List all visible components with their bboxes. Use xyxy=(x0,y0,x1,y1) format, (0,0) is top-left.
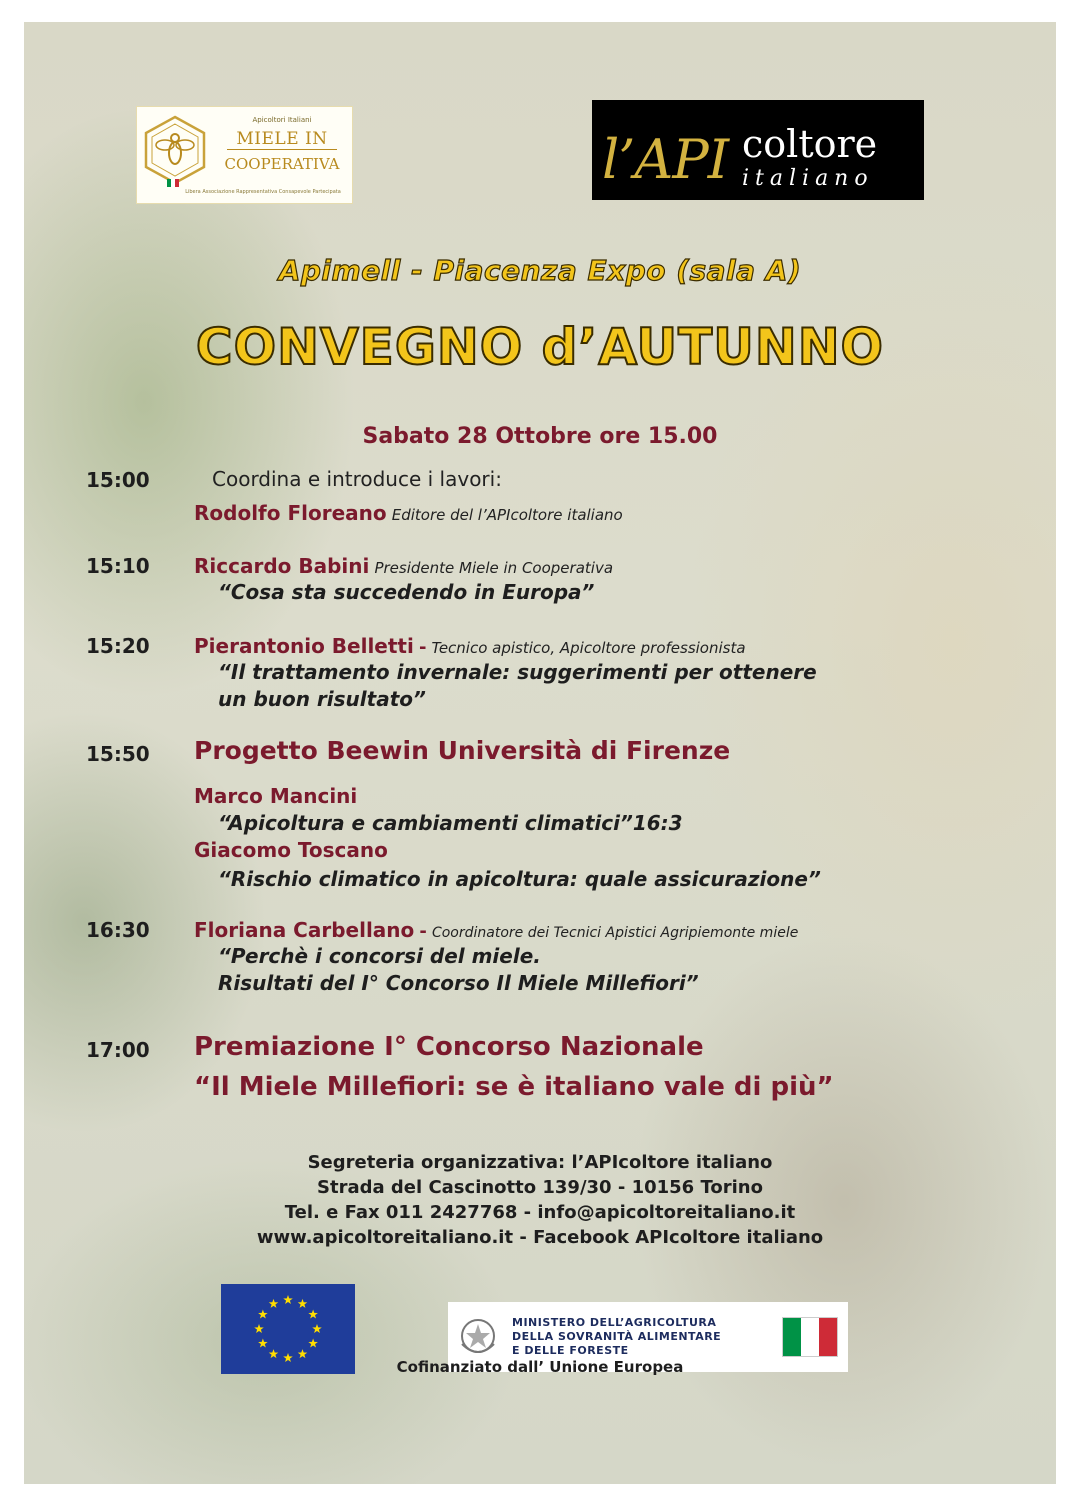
eu-star-icon xyxy=(258,1310,268,1319)
time-1520: 15:20 xyxy=(86,634,150,658)
italian-emblem-icon xyxy=(456,1314,500,1360)
apicoltore-italiano-logo xyxy=(592,100,924,200)
speaker-separator: - xyxy=(419,921,427,942)
eu-star-icon xyxy=(298,1349,308,1358)
session-5-speaker xyxy=(194,918,798,942)
eu-star-icon xyxy=(308,1310,318,1319)
contact-web: www.apicoltoreitaliano.it - Facebook APIcoltore italiano xyxy=(256,1227,824,1248)
ministero-line2: DELLA SOVRANITÀ ALIMENTARE xyxy=(512,1330,722,1343)
miele-logo-top-text: Apicoltori Italiani xyxy=(252,116,312,124)
session-1-intro xyxy=(212,467,502,491)
session-3-talk-title-line2: un buon risultato” xyxy=(218,687,426,711)
session-2-talk-title: “Cosa sta succedendo in Europa” xyxy=(218,580,595,604)
speaker-name: Rodolfo Floreano xyxy=(194,501,387,525)
award-subtitle: “Il Miele Millefiori: se è italiano vale di più” xyxy=(194,1072,834,1102)
time-1510: 15:10 xyxy=(86,554,150,578)
eu-star-icon xyxy=(298,1299,308,1308)
session-3-talk-title-line1: “Il trattamento invernale: suggerimenti per ottenere xyxy=(218,660,817,684)
contact-phone-email: Tel. e Fax 011 2427768 - info@apicoltoreitaliano.it xyxy=(284,1202,796,1223)
eu-star-icon xyxy=(269,1349,279,1358)
api-logo-part2: coltore xyxy=(742,122,878,166)
time-1700: 17:00 xyxy=(86,1038,150,1062)
time-1630: 16:30 xyxy=(86,918,150,942)
eu-star-icon xyxy=(283,1295,293,1304)
poster xyxy=(24,22,1056,1484)
session-5-talk-title-line2: Risultati del I° Concorso Il Miele Millefiori” xyxy=(218,971,699,995)
session-4-title: Progetto Beewin Università di Firenze xyxy=(194,736,731,765)
contact-info xyxy=(24,1150,1056,1250)
eu-star-icon xyxy=(269,1299,279,1308)
session-4-speaker-1: Marco Mancini xyxy=(194,784,358,808)
session-3-speaker xyxy=(194,634,746,658)
miele-logo-tagline: Libera Associazione Rappresentativa Consapevole Partecipata xyxy=(185,189,341,195)
speaker-separator: - xyxy=(418,637,427,658)
page-title: CONVEGNO d’AUTUNNO xyxy=(195,318,885,376)
session-4-talk-title-1: “Apicoltura e cambiamenti climatici”16:3 xyxy=(218,811,683,835)
speaker-role: Tecnico apistico, Apicoltore professionista xyxy=(431,639,746,657)
award-title: Premiazione I° Concorso Nazionale xyxy=(194,1032,704,1062)
session-4-talk-title-2: “Rischio climatico in apicoltura: quale assicurazione” xyxy=(218,867,821,891)
eu-star-icon xyxy=(258,1339,268,1348)
speaker-name: Floriana Carbellano xyxy=(194,918,415,942)
session-1-intro-text: Coordina e introduce i lavori: xyxy=(212,467,502,491)
ministero-line1: MINISTERO DELL’AGRICOLTURA xyxy=(512,1316,717,1329)
time-1500: 15:00 xyxy=(86,468,150,492)
miele-logo-line1: MIELE IN xyxy=(236,129,328,149)
miele-logo-divider xyxy=(227,149,337,150)
api-logo-part1: l’API xyxy=(602,128,729,191)
italian-flag-small-icon xyxy=(167,179,179,187)
speaker-role: Presidente Miele in Cooperativa xyxy=(374,559,614,577)
time-1550: 15:50 xyxy=(86,742,150,766)
ministero-line3: E DELLE FORESTE xyxy=(512,1344,629,1357)
contact-secretariat: Segreteria organizzativa: l’APIcoltore italiano xyxy=(307,1152,773,1173)
contact-address: Strada del Cascinotto 139/30 - 10156 Torino xyxy=(317,1177,763,1198)
eu-star-icon xyxy=(254,1324,264,1333)
italian-flag-icon xyxy=(782,1317,838,1357)
speaker-name: Riccardo Babini xyxy=(194,554,370,578)
speaker-name: Pierantonio Belletti xyxy=(194,634,414,658)
bee-hexagon-icon xyxy=(143,115,207,185)
session-4-speaker-2: Giacomo Toscano xyxy=(194,838,388,862)
speaker-role: Editore del l’APIcoltore italiano xyxy=(391,506,623,524)
session-5-talk-title-line1: “Perchè i concorsi del miele. xyxy=(218,944,541,968)
api-logo-part3: italiano xyxy=(742,166,874,191)
eu-star-icon xyxy=(312,1324,322,1333)
venue-subtitle: Apimell - Piacenza Expo (sala A) xyxy=(278,254,802,287)
session-2-speaker xyxy=(194,554,613,578)
miele-logo-line2: COOPERATIVA xyxy=(224,155,340,173)
speaker-role: Coordinatore dei Tecnici Apistici Agripiemonte miele xyxy=(431,925,799,941)
cofinanced-note: Cofinanziato dall’ Unione Europea xyxy=(396,1358,684,1376)
miele-in-cooperativa-logo xyxy=(136,106,353,204)
session-1-speaker xyxy=(194,501,623,525)
event-date: Sabato 28 Ottobre ore 15.00 xyxy=(362,424,718,449)
eu-star-icon xyxy=(308,1339,318,1348)
